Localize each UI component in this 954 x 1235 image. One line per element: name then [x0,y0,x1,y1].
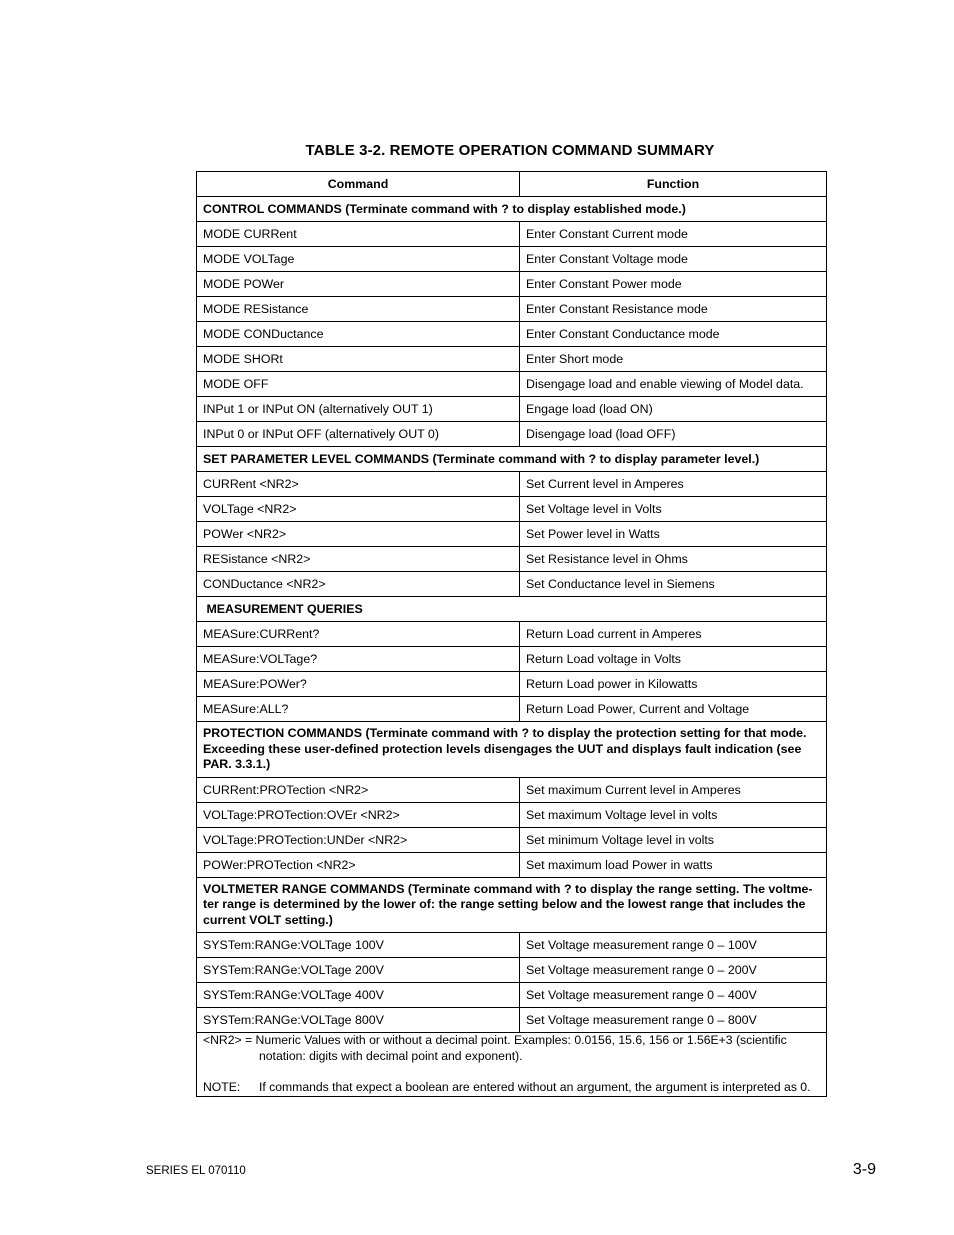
section-header-row [197,877,827,933]
table-header-row [197,172,827,197]
function-cell: Enter Constant Conductance mode [520,322,827,347]
command-cell: VOLTage:PROTection:OVEr <NR2> [197,802,520,827]
function-cell: Set Conductance level in Siemens [520,572,827,597]
function-cell: Set Voltage level in Volts [520,497,827,522]
section-header-row [197,722,827,778]
function-cell: Set Voltage measurement range 0 – 200V [520,958,827,983]
function-cell: Return Load Power, Current and Voltage [520,697,827,722]
command-cell: MODE POWer [197,272,520,297]
command-cell: SYSTem:RANGe:VOLTage 100V [197,933,520,958]
section-header-row [197,197,827,222]
note-tag: NOTE: [203,1080,241,1094]
table-row [197,247,827,272]
table-row [197,372,827,397]
section-header: PROTECTION COMMANDS (Terminate command with ? to display the protection setting for that mode. Exceeding these user-defined protection levels disengages the UUT and displays fault indication (see PAR. 3.3.1.) [197,722,827,778]
function-cell: Return Load voltage in Volts [520,647,827,672]
table-row [197,522,827,547]
section-header-row [197,597,827,622]
function-cell: Enter Constant Resistance mode [520,297,827,322]
table-row [197,347,827,372]
page-number: 3-9 [852,1161,876,1178]
command-cell: INPut 1 or INPut ON (alternatively OUT 1) [197,397,520,422]
command-cell: INPut 0 or INPut OFF (alternatively OUT 0) [197,422,520,447]
function-cell: Set maximum load Power in watts [520,852,827,877]
table-row [197,647,827,672]
function-cell: Set Voltage measurement range 0 – 400V [520,983,827,1008]
table-row [197,777,827,802]
function-cell: Set Power level in Watts [520,522,827,547]
table-body [197,197,827,1033]
table-row [197,672,827,697]
table-row [197,572,827,597]
table-row [197,472,827,497]
note-text: If commands that expect a boolean are entered without an argument, the argument is interpreted as 0. [259,1080,811,1094]
command-cell: MODE OFF [197,372,520,397]
command-cell: POWer:PROTection <NR2> [197,852,520,877]
nr2-text: Numeric Values with or without a decimal point. Examples: 0.0156, 15.6, 156 or 1.56E+3 (scientific [255,1033,787,1047]
table-row [197,422,827,447]
notes-row [197,1033,827,1097]
command-cell: MODE CONDuctance [197,322,520,347]
function-cell: Disengage load (load OFF) [520,422,827,447]
command-cell: VOLTage <NR2> [197,497,520,522]
function-cell: Enter Short mode [520,347,827,372]
table-row [197,852,827,877]
command-cell: MEASure:CURRent? [197,622,520,647]
command-cell: CURRent <NR2> [197,472,520,497]
table-row [197,802,827,827]
command-cell: MEASure:POWer? [197,672,520,697]
table-row [197,983,827,1008]
section-header: SET PARAMETER LEVEL COMMANDS (Terminate command with ? to display parameter level.) [197,447,827,472]
table-row [197,1008,827,1033]
table-row [197,272,827,297]
command-cell: POWer <NR2> [197,522,520,547]
function-cell: Return Load current in Amperes [520,622,827,647]
footer-series: SERIES EL 070110 [146,1165,246,1177]
column-header-function: Function [520,172,827,197]
section-header: MEASUREMENT QUERIES [197,597,827,622]
command-cell: SYSTem:RANGe:VOLTage 200V [197,958,520,983]
notes-cell [197,1033,827,1097]
function-cell: Enter Constant Current mode [520,222,827,247]
command-cell: MEASure:ALL? [197,697,520,722]
command-cell: MODE VOLTage [197,247,520,272]
command-summary-table [196,171,827,1097]
table-row [197,297,827,322]
function-cell: Engage load (load ON) [520,397,827,422]
table-row [197,322,827,347]
nr2-definition [203,1033,820,1049]
function-cell: Disengage load and enable viewing of Model data. [520,372,827,397]
function-cell: Set Voltage measurement range 0 – 100V [520,933,827,958]
boolean-note [203,1080,820,1096]
section-header-row [197,447,827,472]
table-row [197,697,827,722]
table-row [197,933,827,958]
command-cell: MODE SHORt [197,347,520,372]
function-cell: Return Load power in Kilowatts [520,672,827,697]
table-row [197,547,827,572]
table-title: TABLE 3-2. REMOTE OPERATION COMMAND SUMMARY [305,142,715,159]
column-header-command: Command [197,172,520,197]
table-row [197,222,827,247]
function-cell: Enter Constant Power mode [520,272,827,297]
table-row [197,397,827,422]
command-cell: MODE CURRent [197,222,520,247]
function-cell: Set maximum Current level in Amperes [520,777,827,802]
function-cell: Enter Constant Voltage mode [520,247,827,272]
command-cell: RESistance <NR2> [197,547,520,572]
nr2-tag: <NR2> = [203,1033,256,1047]
function-cell: Set maximum Voltage level in volts [520,802,827,827]
command-cell: VOLTage:PROTection:UNDer <NR2> [197,827,520,852]
command-cell: CONDuctance <NR2> [197,572,520,597]
table-row [197,497,827,522]
command-cell: CURRent:PROTection <NR2> [197,777,520,802]
table-row [197,622,827,647]
section-header: VOLTMETER RANGE COMMANDS (Terminate command with ? to display the range setting. The voltme-ter range is determined by the lower of: the range setting below and the lowest range that includes the current VOLT setting.) [197,877,827,933]
table-row [197,958,827,983]
table-row [197,827,827,852]
function-cell: Set Current level in Amperes [520,472,827,497]
command-cell: MEASure:VOLTage? [197,647,520,672]
command-cell: SYSTem:RANGe:VOLTage 400V [197,983,520,1008]
function-cell: Set minimum Voltage level in volts [520,827,827,852]
section-header: CONTROL COMMANDS (Terminate command with ? to display established mode.) [197,197,827,222]
function-cell: Set Resistance level in Ohms [520,547,827,572]
nr2-continuation: notation: digits with decimal point and exponent). [259,1048,523,1063]
command-cell: MODE RESistance [197,297,520,322]
command-cell: SYSTem:RANGe:VOLTage 800V [197,1008,520,1033]
function-cell: Set Voltage measurement range 0 – 800V [520,1008,827,1033]
